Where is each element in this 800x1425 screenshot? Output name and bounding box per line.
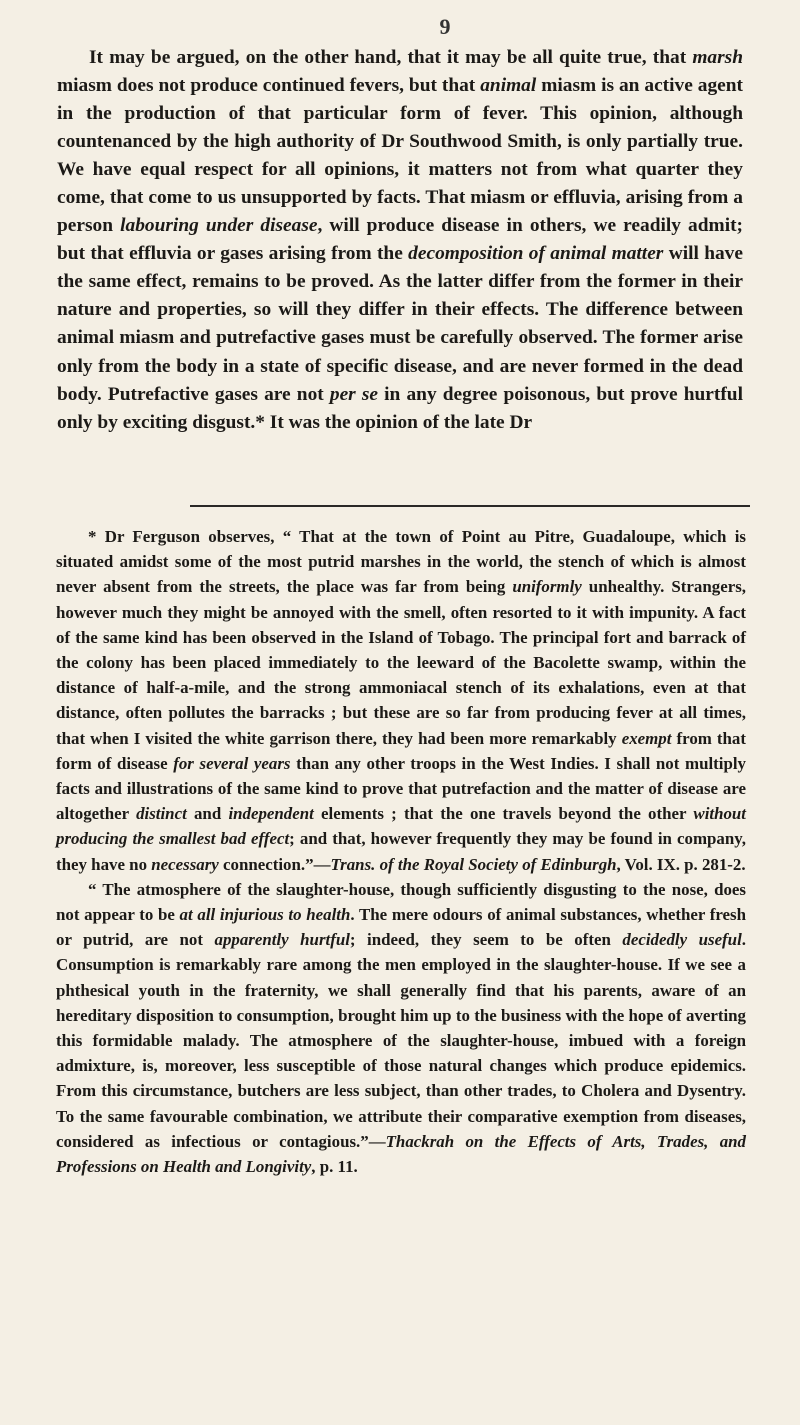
- text-run: . The mere odours of animal substances, whether fresh or putrid, are not: [56, 905, 747, 950]
- footnotes: [56, 524, 746, 1179]
- text-run: unhealthy. Strangers, however much they might be annoyed with the smell, often resorted to it with impunity. A fact of the same kind has been observed in the Island of Tobago. The principal fort and barrack of the colony has been placed immediately to the leeward of the Bacolette swamp, within the distance of half-a-mile, and the strong ammoniacal stench of its exhalations, even at that distance, often pollutes the barracks ; but these are so far from producing fever at all times, that when I visited the white garrison there, they had been more remarkably: [56, 577, 747, 748]
- text-run: than any other troops in the West Indies. I shall not multiply facts and illustrations of the same kind to prove that putrefaction and the matter of disease are altogether: [56, 753, 747, 824]
- text-run: Trans. of the Royal Society of Edinburgh: [330, 854, 617, 874]
- text-run: , Vol. IX. p. 281-2.: [616, 854, 746, 874]
- main-text: [57, 44, 743, 437]
- text-run: will have the same effect, remains to be proved. As the latter differ from the former in their nature and properties, so will they differ in their effects. The difference between animal miasm and putrefactive gases must be carefully observed. The former arise only from the body in a state of specific disease, and are never formed in the dead body. Putrefactive gases are not: [57, 243, 743, 405]
- text-run: apparently hurtful: [214, 930, 350, 950]
- main-paragraph: [57, 44, 743, 437]
- text-run: from that form of disease: [56, 728, 747, 773]
- text-run: and: [186, 804, 229, 824]
- text-run: per se: [329, 383, 379, 405]
- text-run: marsh: [692, 47, 743, 68]
- text-run: labouring under disease: [120, 215, 318, 237]
- text-run: without producing the smallest bad effect: [56, 804, 746, 849]
- text-run: miasm is an active agent in the production of that particular form of fever. This opinion, although countenanced by the high authority of Dr Southwood Smith, is only partially true. We have equal respect for all opinions, it matters not from what quarter they come, that come to us unsupported by facts. That miasm or effluvia, arising from a person: [57, 75, 743, 237]
- text-run: elements ; that the one travels beyond the other: [313, 804, 694, 824]
- text-run: ; indeed, they seem to be often: [349, 930, 623, 950]
- footnote-divider: [190, 505, 750, 507]
- text-run: ; and that, however frequently they may be found in company, they have no: [56, 829, 746, 874]
- text-run: animal: [480, 75, 537, 97]
- text-run: miasm does not produce continued fevers, but that: [57, 75, 481, 97]
- text-run: distinct: [136, 804, 187, 824]
- text-run: It may be argued, on the other hand, that it may be all quite true, that: [89, 47, 693, 68]
- text-run: , will produce disease in others, we readily admit; but that effluvia or gases arising from the: [57, 215, 743, 265]
- text-run: uniformly: [512, 577, 582, 597]
- text-run: necessary: [151, 854, 219, 874]
- text-run: “ The atmosphere of the slaughter-house, though sufficiently disgusting to the nose, does not appear to be: [56, 879, 746, 925]
- footnote-paragraph: [56, 524, 746, 877]
- text-run: decidedly useful: [622, 930, 742, 950]
- text-run: in any degree poisonous, but prove hurtful only by exciting disgust.* It was the opinion of the late Dr: [57, 383, 743, 433]
- text-run: * Dr Ferguson observes, “ That at the town of Point au Pitre, Guadaloupe, which is situated amidst some of the most putrid marshes in the world, the stench of which is almost never absent from the streets, the place was far from being: [56, 527, 746, 597]
- text-run: . Consumption is remarkably rare among the men employed in the slaughter-house. If we see a phthesical youth in the fraternity, we shall generally find that his parents, aware of an hereditary disposition to consumption, brought him up to the business with the hope of averting this formidable malady. The atmosphere of the slaughter-house, imbued with a foreign admixture, is, moreover, less susceptible of those natural changes which produce epidemics. From this circumstance, butchers are less subject, than other trades, to Cholera and Dysentry. To the same favourable combination, we attribute their comparative exemption from diseases, considered as infectious or contagious.”—: [56, 930, 747, 1151]
- text-run: , p. 11.: [311, 1157, 358, 1177]
- text-run: Thackrah on the Effects of Arts, Trades, and Professions on Health and Longivity: [56, 1131, 746, 1177]
- text-run: exempt: [621, 728, 672, 748]
- text-run: for several years: [173, 753, 291, 773]
- text-run: at all injurious to health: [179, 905, 351, 925]
- text-run: independent: [228, 804, 314, 824]
- text-run: connection.”—: [218, 854, 331, 874]
- page-number: 9: [439, 14, 451, 39]
- footnote-paragraph: [56, 877, 746, 1179]
- text-run: decomposition of animal matter: [408, 243, 664, 265]
